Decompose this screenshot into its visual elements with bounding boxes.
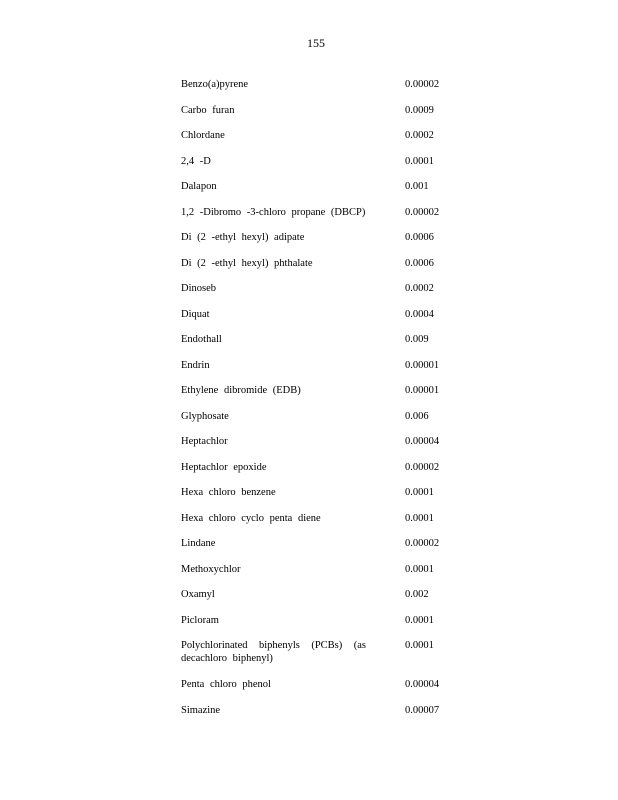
contaminant-name: Chlordane xyxy=(181,130,225,141)
contaminant-name: Endrin xyxy=(181,359,210,371)
table-row xyxy=(181,104,481,130)
contaminant-value: 0.00002 xyxy=(405,461,440,473)
table-row xyxy=(181,537,481,563)
table-row xyxy=(181,384,481,410)
table-row xyxy=(181,155,481,181)
contaminant-name: Heptachlor xyxy=(181,436,228,447)
contaminant-name: 1,2 -Dibromo -3-chloro propane (DBCP) xyxy=(181,206,366,218)
table-row xyxy=(181,614,481,640)
table-row xyxy=(181,486,481,512)
table-row xyxy=(181,563,481,589)
contaminant-value: 0.001 xyxy=(405,181,429,192)
contaminant-name: Polychlorinated biphenyls (PCBs) (as decachloro biphenyl) xyxy=(181,640,366,664)
contaminant-value: 0.00004 xyxy=(405,679,440,690)
contaminant-name: Diquat xyxy=(181,308,210,320)
contaminant-name: Penta chloro phenol xyxy=(181,679,271,690)
contaminant-value: 0.0001 xyxy=(405,512,434,524)
contaminant-name: Simazine xyxy=(181,704,221,716)
contaminant-name: Hexa chloro cyclo penta diene xyxy=(181,512,321,524)
contaminant-value: 0.00001 xyxy=(405,385,440,396)
contaminant-value: 0.0002 xyxy=(405,283,434,294)
table-row xyxy=(181,678,481,704)
table-row xyxy=(181,308,481,334)
contaminant-value: 0.00007 xyxy=(405,704,440,716)
table-row xyxy=(181,588,481,614)
contaminant-name: Carbo furan xyxy=(181,104,235,116)
contaminant-value: 0.006 xyxy=(405,410,429,422)
contaminant-value: 0.0006 xyxy=(405,257,434,269)
table-row xyxy=(181,359,481,385)
contaminant-name: 2,4 -D xyxy=(181,155,211,167)
contaminant-value: 0.00001 xyxy=(405,359,440,371)
table-row xyxy=(181,461,481,487)
contaminant-value: 0.00002 xyxy=(405,538,440,549)
table-row xyxy=(181,435,481,461)
contaminant-value: 0.0006 xyxy=(405,232,434,243)
contaminant-name: Dinoseb xyxy=(181,283,216,294)
contaminant-name: Ethylene dibromide (EDB) xyxy=(181,385,301,396)
contaminant-value: 0.0002 xyxy=(405,130,434,141)
contaminant-value: 0.00004 xyxy=(405,436,440,447)
table-row xyxy=(181,512,481,538)
table-row xyxy=(181,282,481,308)
contaminant-value: 0.0001 xyxy=(405,614,434,626)
contaminant-table xyxy=(181,78,481,729)
contaminant-name: Hexa chloro benzene xyxy=(181,487,276,498)
contaminant-name: Glyphosate xyxy=(181,410,229,422)
contaminant-name: Lindane xyxy=(181,538,216,549)
contaminant-value: 0.00002 xyxy=(405,206,440,218)
contaminant-value: 0.00002 xyxy=(405,79,440,90)
contaminant-value: 0.002 xyxy=(405,589,429,600)
table-row xyxy=(181,639,481,678)
page-number: 155 xyxy=(307,36,325,50)
contaminant-value: 0.0001 xyxy=(405,155,434,167)
contaminant-name: Picloram xyxy=(181,614,219,626)
table-row xyxy=(181,180,481,206)
table-row xyxy=(181,704,481,730)
contaminant-name: Di (2 -ethyl hexyl) phthalate xyxy=(181,257,313,269)
table-row xyxy=(181,410,481,436)
contaminant-name: Heptachlor epoxide xyxy=(181,461,267,473)
contaminant-name: Dalapon xyxy=(181,181,217,192)
table-row xyxy=(181,78,481,104)
contaminant-value: 0.0001 xyxy=(405,640,434,651)
contaminant-name: Benzo(a)pyrene xyxy=(181,79,249,90)
table-row xyxy=(181,129,481,155)
contaminant-name: Endothall xyxy=(181,334,222,345)
table-row xyxy=(181,257,481,283)
contaminant-value: 0.0004 xyxy=(405,308,434,320)
contaminant-name: Methoxychlor xyxy=(181,563,241,575)
table-row xyxy=(181,231,481,257)
table-row xyxy=(181,333,481,359)
contaminant-value: 0.0001 xyxy=(405,563,434,575)
contaminant-value: 0.0009 xyxy=(405,104,434,116)
table-row xyxy=(181,206,481,232)
contaminant-name: Oxamyl xyxy=(181,589,215,600)
contaminant-value: 0.0001 xyxy=(405,487,434,498)
contaminant-value: 0.009 xyxy=(405,334,429,345)
contaminant-name: Di (2 -ethyl hexyl) adipate xyxy=(181,232,305,243)
